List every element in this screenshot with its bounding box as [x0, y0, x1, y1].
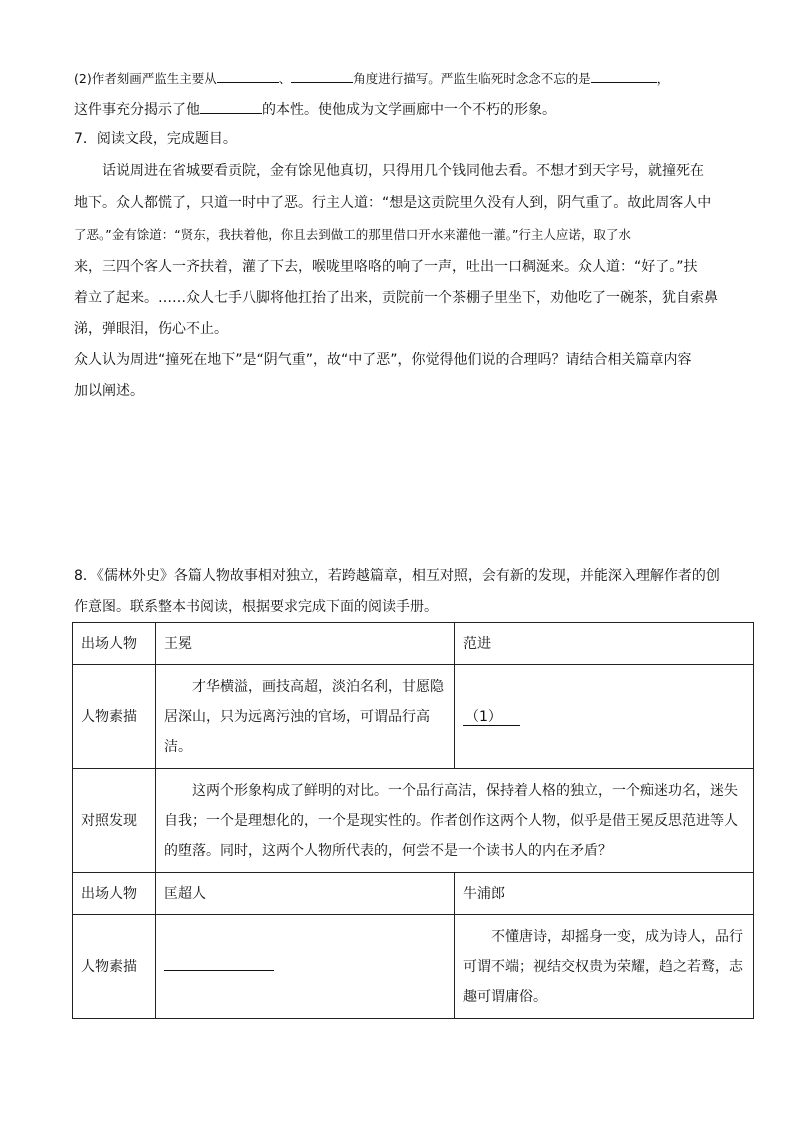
q7-passage-line: 来，三四个客人一齐扶着，灌了下去，喉咙里咯咯的响了一声，吐出一口稠涎来。众人道：“好了。”扶 [74, 259, 698, 275]
q8-intro-line: 作意图。联系整本书阅读，根据要求完成下面的阅读手册。 [74, 599, 438, 615]
q7-question-line: 加以阐述。 [74, 383, 144, 399]
row-label: 人物素描 [73, 915, 156, 1019]
character-name: 王冕 [156, 623, 455, 665]
row-label: 人物素描 [73, 665, 156, 769]
comparison-finding [156, 769, 754, 873]
character-sketch [156, 665, 455, 769]
answer-blank-1[interactable]: （1） [463, 709, 520, 726]
answer-cell[interactable] [455, 665, 754, 769]
q6-text: (2)作者刻画严监生主要从 [74, 71, 217, 86]
q7-passage-line: 地下。众人都慌了，只道一时中了恶。行主人道：“想是这贡院里久没有人到，阴气重了。故此周客人中 [74, 195, 712, 211]
q6-separator: 、 [278, 71, 292, 86]
finding-line: 的堕落。同时，这两个人物所代表的，何尝不是一个读书人的内在矛盾？ [164, 842, 612, 859]
q8-intro-line: 8．《儒林外史》各篇人物故事相对独立，若跨越篇章，相互对照，会有新的发现，并能深入理解作者的创 [74, 568, 720, 584]
answer-blank[interactable] [291, 68, 353, 83]
finding-line: 自我；一个是理想化的，一个是现实性的。作者创作这两个人物，似乎是借王冕反思范进等人 [164, 812, 738, 829]
answer-blank[interactable] [200, 99, 262, 114]
character-name: 牛浦郎 [455, 873, 754, 915]
sketch-line: 洁。 [164, 738, 192, 755]
q6-text: 这件事充分揭示了他 [74, 102, 200, 118]
row-label: 出场人物 [73, 623, 156, 665]
table-row [73, 915, 754, 1019]
character-name: 范进 [455, 623, 754, 665]
q6-line-2 [74, 99, 754, 120]
answer-cell[interactable] [156, 915, 455, 1019]
q7-passage-line: 了恶。”金有馀道：“贤东，我扶着他，你且去到做工的那里借口开水来灌他一灌。”行主人应诺，取了水 [74, 227, 631, 242]
character-name: 匡超人 [156, 873, 455, 915]
q7-passage-line: 话说周进在省城要看贡院，金有馀见他真切，只得用几个钱同他去看。不想才到天字号，就撞死在 [102, 163, 704, 179]
answer-blank[interactable] [591, 68, 657, 83]
table-row [73, 665, 754, 769]
sketch-line: 才华横溢，画技高超，淡泊名利，甘愿隐 [192, 678, 444, 695]
q7-question-line: 众人认为周进“撞死在地下”是“阴气重”，故“中了恶”，你觉得他们说的合理吗？请结合相关篇章内容 [74, 352, 692, 368]
q7-passage-line: 涕，弹眼泪，伤心不止。 [74, 321, 228, 337]
reading-handbook-table [72, 622, 754, 1019]
q6-text: 角度进行描写。严监生临死时念念不忘的是 [353, 71, 591, 86]
table-row [73, 873, 754, 915]
row-label: 对照发现 [73, 769, 156, 873]
q6-text: ， [656, 71, 670, 86]
sketch-line: 趣可谓庸俗。 [463, 988, 547, 1005]
character-sketch [455, 915, 754, 1019]
row-label: 出场人物 [73, 873, 156, 915]
q6-text: 的本性。使他成为文学画廊中一个不朽的形象。 [262, 102, 556, 118]
answer-blank[interactable] [217, 68, 279, 83]
sketch-line: 可谓不端；视结交权贵为荣耀，趋之若鹜，志 [463, 958, 743, 975]
q7-passage-line: 着立了起来。……众人七手八脚将他扛抬了出来，贡院前一个茶棚子里坐下，劝他吃了一碗茶，犹自索鼻 [74, 290, 718, 306]
q7-title: 7．阅读文段，完成题目。 [74, 131, 237, 147]
table-row [73, 623, 754, 665]
finding-line: 这两个形象构成了鲜明的对比。一个品行高洁，保持着人格的独立，一个痴迷功名，迷失 [192, 782, 738, 799]
sketch-line: 不懂唐诗，却摇身一变，成为诗人，品行 [491, 928, 743, 945]
sketch-line: 居深山，只为远离污浊的官场，可谓品行高 [164, 708, 430, 725]
answer-blank-2[interactable] [164, 960, 274, 971]
table-row [73, 769, 754, 873]
q6-line-1 [74, 68, 754, 89]
